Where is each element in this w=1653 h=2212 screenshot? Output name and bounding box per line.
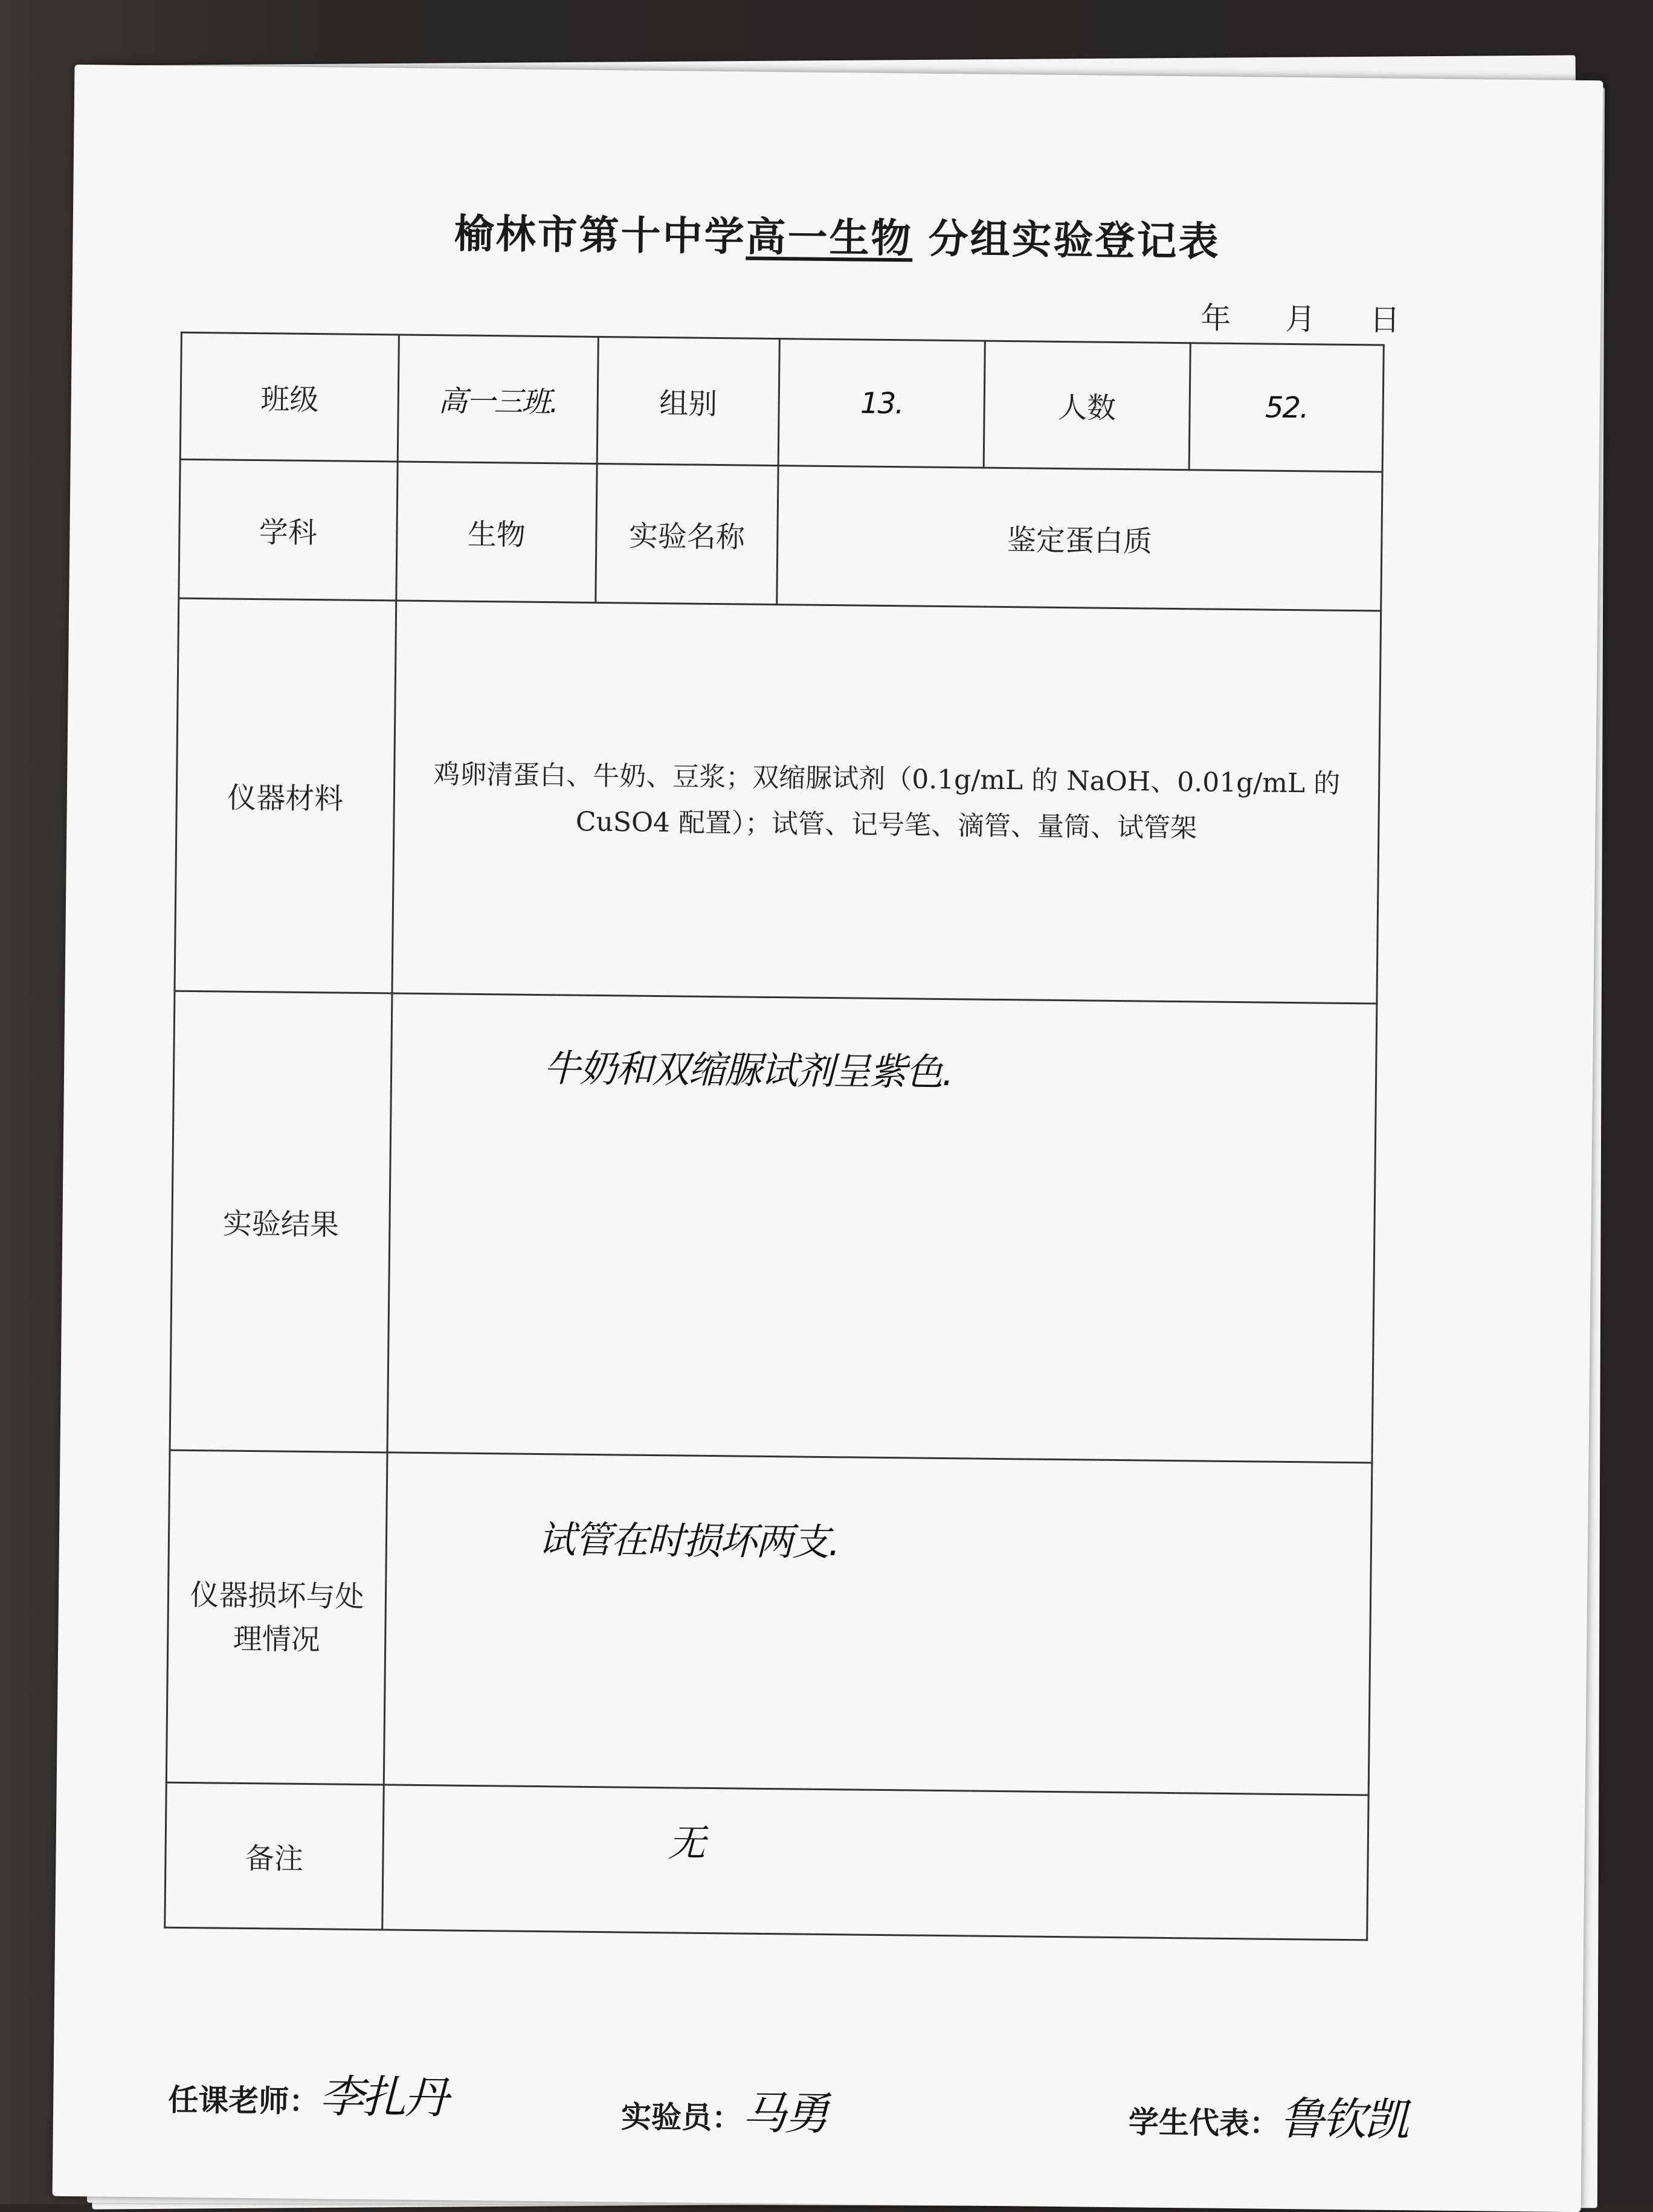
- group-value[interactable]: 13.: [778, 339, 985, 468]
- result-cell[interactable]: [387, 993, 1377, 1463]
- row-subject: [179, 459, 1382, 611]
- subject-label: 学科: [179, 459, 398, 601]
- teacher-signature-block: [168, 2060, 446, 2127]
- result-label: 实验结果: [170, 991, 392, 1453]
- row-damage: [166, 1450, 1372, 1795]
- student-signature-block: [1129, 2081, 1407, 2149]
- materials-text: 鸡卵清蛋白、牛奶、豆浆；双缩脲试剂（0.1g/mL 的 NaOH、0.01g/mL 的 CuSO4 配置）；试管、记号笔、滴管、量筒、试管架: [433, 758, 1341, 843]
- class-value[interactable]: 高一三班.: [398, 335, 598, 463]
- damage-value: 试管在时损坏两支.: [538, 1517, 840, 1565]
- teacher-label: 任课老师：: [167, 2082, 320, 2120]
- notes-label: 备注: [165, 1782, 384, 1930]
- subject-value[interactable]: 生物: [396, 462, 597, 602]
- date-day: 日: [1369, 302, 1402, 338]
- row-materials: [175, 598, 1381, 1004]
- student-label: 学生代表：: [1128, 2104, 1280, 2141]
- exp-name-value[interactable]: 鉴定蛋白质: [777, 466, 1382, 611]
- count-value[interactable]: 52.: [1189, 343, 1384, 472]
- count-label: 人数: [984, 341, 1190, 470]
- lab-signature-block: [621, 2077, 827, 2143]
- teacher-signature: 李扎丹: [318, 2071, 446, 2124]
- class-label: 班级: [180, 332, 399, 462]
- date-year: 年: [1200, 300, 1232, 336]
- damage-label: 仪器损坏与处理情况: [166, 1450, 387, 1785]
- row-notes: [165, 1782, 1368, 1940]
- registration-sheet: [53, 65, 1603, 2212]
- notes-cell[interactable]: [382, 1785, 1368, 1940]
- exp-name-label: 实验名称: [596, 463, 778, 604]
- date-line: [1158, 294, 1402, 340]
- notes-value: 无: [668, 1820, 705, 1865]
- form-title: 榆林市第十中学高一生物 分组实验登记表: [454, 210, 1220, 265]
- student-signature: 鲁钦凯: [1279, 2092, 1407, 2147]
- row-result: [170, 991, 1377, 1463]
- row-class: [180, 332, 1384, 472]
- materials-cell[interactable]: [392, 601, 1381, 1004]
- date-month: 月: [1285, 301, 1317, 337]
- damage-cell[interactable]: [384, 1453, 1372, 1795]
- experiment-form-table: [164, 332, 1385, 1941]
- signature-footer: [167, 2060, 1468, 2147]
- lab-signature: 马勇: [741, 2087, 827, 2141]
- materials-label: 仪器材料: [175, 598, 396, 993]
- group-label: 组别: [597, 337, 779, 465]
- result-value: 牛奶和双缩脲试剂呈紫色.: [543, 1046, 953, 1095]
- lab-label: 实验员：: [620, 2099, 743, 2136]
